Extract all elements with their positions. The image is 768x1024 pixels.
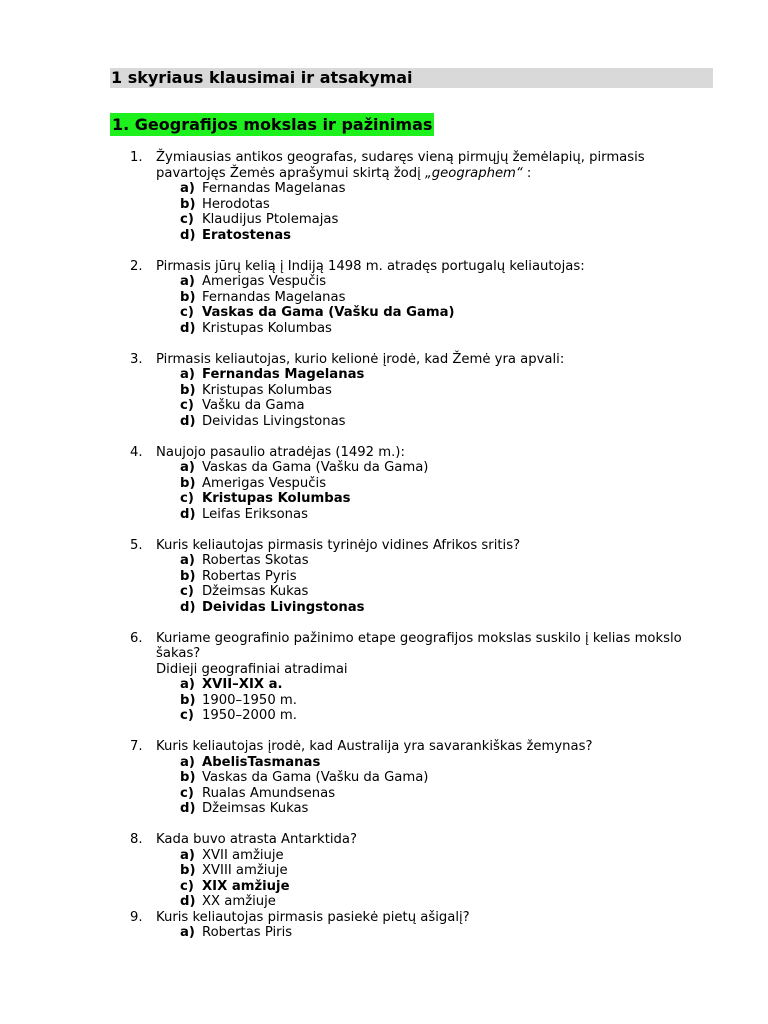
answer-text: Leifas Eriksonas (202, 506, 308, 522)
answer-text: XVIII amžiuje (202, 863, 288, 878)
answer-text: Deividas Livingstonas (202, 413, 346, 429)
answer-option (180, 770, 690, 786)
question-9 (130, 910, 690, 941)
answer-option (180, 584, 690, 600)
question-text: Naujojo pasaulio atradėjas (1492 m.): (156, 444, 405, 460)
answer-option-correct (180, 491, 690, 507)
answer-option (180, 894, 690, 910)
spacer (130, 336, 690, 352)
answer-option-correct (180, 228, 690, 244)
answer-letter: c) (180, 212, 194, 227)
answer-text: Džeimsas Kukas (202, 801, 309, 816)
chapter-heading: 1 skyriaus klausimai ir atsakymai (110, 68, 713, 88)
answer-text: XX amžiuje (202, 894, 276, 909)
question-8 (130, 832, 690, 910)
answer-letter: d) (180, 894, 196, 909)
answer-option (180, 848, 690, 864)
section-heading: 1. Geografijos mokslas ir pažinimas (112, 115, 433, 134)
question-number: 1. (130, 150, 143, 165)
answer-text: XVII–XIX a. (202, 677, 283, 692)
answer-option-correct (180, 367, 690, 383)
answer-text: Amerigas Vespučis (202, 274, 327, 289)
answer-letter: d) (180, 801, 196, 816)
question-text: Žymiausias antikos geografas, sudaręs vieną pirmųjų žemėlapių, pirmasis pavartojęs Žemės aprašymui skirtą žodį „geographem“ : (156, 150, 645, 181)
answer-option (180, 925, 690, 941)
answer-letter: a) (180, 367, 195, 382)
answer-option-correct (180, 879, 690, 895)
answer-text: Robertas Skotas (202, 553, 309, 568)
answer-letter: d) (180, 227, 196, 243)
question-4 (130, 445, 690, 523)
answer-letter: c) (180, 785, 194, 801)
answer-letter: b) (180, 196, 196, 212)
answer-option-correct (180, 755, 690, 771)
answer-letter: a) (180, 274, 195, 289)
question-number: 9. (130, 909, 143, 925)
answer-text: Džeimsas Kukas (202, 584, 309, 599)
answer-option (180, 569, 690, 585)
answer-option (180, 708, 690, 724)
answer-letter: d) (180, 413, 196, 429)
answer-text: Kristupas Kolumbas (202, 320, 332, 336)
answer-text: Fernandas Magelanas (202, 181, 346, 196)
answer-letter: a) (180, 754, 195, 770)
answer-letter: a) (180, 677, 195, 692)
answer-text: Deividas Livingstonas (202, 599, 365, 615)
answer-text: Herodotas (202, 196, 270, 212)
answer-text: XIX amžiuje (202, 878, 290, 894)
answer-text: 1900–1950 m. (202, 692, 297, 708)
answer-letter: a) (180, 181, 195, 196)
answer-letter: c) (180, 398, 194, 413)
answer-option (180, 398, 690, 414)
answer-text: Rualas Amundsenas (202, 785, 336, 801)
question-5 (130, 538, 690, 616)
answer-letter: a) (180, 925, 195, 940)
answer-option (180, 476, 690, 492)
answer-option (180, 274, 690, 290)
spacer (130, 522, 690, 538)
answer-text: Fernandas Magelanas (202, 289, 346, 305)
answer-option (180, 553, 690, 569)
question-number: 4. (130, 444, 143, 460)
answer-text: Robertas Pyris (202, 568, 297, 584)
question-number: 7. (130, 739, 143, 754)
answer-letter: c) (180, 305, 194, 320)
answer-option (180, 290, 690, 306)
answer-letter: a) (180, 847, 195, 863)
answer-text: Amerigas Vespučis (202, 475, 327, 491)
answer-letter: b) (180, 863, 196, 878)
question-number: 3. (130, 351, 143, 367)
question-7 (130, 739, 690, 817)
answer-text: Eratostenas (202, 227, 292, 243)
question-3 (130, 352, 690, 430)
answer-letter: c) (180, 878, 194, 894)
question-list (130, 150, 690, 941)
answer-text: Vaskas da Gama (Vašku da Gama) (202, 460, 429, 475)
answer-option-correct (180, 677, 690, 693)
answer-letter: d) (180, 320, 196, 336)
question-text: Kuris keliautojas pirmasis pasiekė pietų ašigalį? (156, 909, 470, 925)
answer-text: XVII amžiuje (202, 847, 284, 863)
answer-option (180, 460, 690, 476)
answer-option (180, 321, 690, 337)
spacer (130, 724, 690, 740)
answer-letter: b) (180, 382, 196, 398)
question-note: Didieji geografiniai atradimai (156, 661, 348, 677)
answer-letter: d) (180, 599, 196, 615)
answer-option (180, 197, 690, 213)
answer-option-correct (180, 600, 690, 616)
answer-letter: b) (180, 692, 196, 708)
answer-option (180, 181, 690, 197)
answer-letter: d) (180, 506, 196, 522)
spacer (130, 615, 690, 631)
answer-text: Vaskas da Gama (Vašku da Gama) (202, 305, 455, 320)
answer-text: Vašku da Gama (202, 398, 305, 413)
question-text: Kuris keliautojas įrodė, kad Australija yra savarankiškas žemynas? (156, 739, 593, 754)
question-number: 6. (130, 630, 143, 646)
answer-letter: c) (180, 584, 194, 599)
answer-option (180, 383, 690, 399)
spacer (130, 817, 690, 833)
question-number: 5. (130, 537, 143, 553)
question-text: Kuris keliautojas pirmasis tyrinėjo vidines Afrikos sritis? (156, 537, 521, 553)
answer-option (180, 801, 690, 817)
answer-option (180, 863, 690, 879)
question-6 (130, 631, 690, 724)
question-text: Pirmasis keliautojas, kurio kelionė įrodė, kad Žemė yra apvali: (156, 351, 565, 367)
answer-letter: b) (180, 770, 196, 785)
answer-text: Kristupas Kolumbas (202, 382, 332, 398)
answer-letter: b) (180, 475, 196, 491)
answer-option (180, 693, 690, 709)
question-number: 8. (130, 832, 143, 847)
answer-letter: c) (180, 491, 194, 506)
answer-letter: c) (180, 708, 194, 723)
answer-text: 1950–2000 m. (202, 708, 297, 723)
question-2 (130, 259, 690, 337)
question-text: Pirmasis jūrų kelią į Indiją 1498 m. atradęs portugalų keliautojas: (156, 258, 585, 274)
answer-letter: a) (180, 553, 195, 568)
answer-letter: a) (180, 460, 195, 475)
answer-text: Robertas Piris (202, 925, 293, 940)
answer-text: Vaskas da Gama (Vašku da Gama) (202, 770, 429, 785)
question-text: Kuriame geografinio pažinimo etape geografijos mokslas suskilo į kelias mokslo šakas? (156, 630, 682, 661)
answer-text: Fernandas Magelanas (202, 367, 365, 382)
answer-letter: b) (180, 289, 196, 305)
question-number: 2. (130, 258, 143, 274)
answer-option (180, 507, 690, 523)
spacer (130, 243, 690, 259)
spacer (130, 429, 690, 445)
answer-option-correct (180, 305, 690, 321)
question-text: Kada buvo atrasta Antarktida? (156, 832, 357, 847)
answer-text: Kristupas Kolumbas (202, 491, 351, 506)
question-1 (130, 150, 690, 243)
answer-text: AbelisTasmanas (202, 754, 321, 770)
answer-letter: b) (180, 568, 196, 584)
answer-option (180, 414, 690, 430)
answer-option (180, 786, 690, 802)
answer-text: Klaudijus Ptolemajas (202, 212, 339, 227)
answer-option (180, 212, 690, 228)
